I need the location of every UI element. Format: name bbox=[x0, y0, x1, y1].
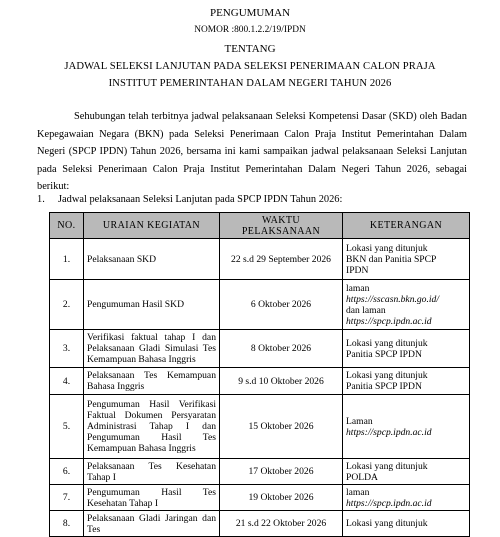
cell-waktu: 6 Oktober 2026 bbox=[220, 280, 343, 330]
header-uraian: URAIAN KEGIATAN bbox=[84, 213, 220, 239]
ket-line: IPDN bbox=[346, 264, 369, 276]
announcement-subject-line2: INSTITUT PEMERINTAHAN DALAM NEGERI TAHUN 2026 bbox=[108, 78, 392, 89]
cell-keterangan bbox=[343, 280, 470, 330]
ket-line: Lokasi yang ditunjuk bbox=[346, 518, 428, 529]
list-item-text: Jadwal pelaksanaan Seleksi Lanjutan pada SPCP IPDN Tahun 2026: bbox=[58, 194, 343, 205]
ket-line: POLDA bbox=[346, 471, 378, 483]
ket-line: Lokasi yang ditunjuk bbox=[346, 370, 428, 381]
table-header-row bbox=[50, 213, 470, 239]
cell-waktu: 17 Oktober 2026 bbox=[220, 459, 343, 485]
table-row bbox=[50, 330, 470, 368]
table-row bbox=[50, 239, 470, 280]
cell-waktu: 22 s.d 29 September 2026 bbox=[220, 239, 343, 280]
header-waktu bbox=[220, 213, 343, 239]
cell-no: 6. bbox=[50, 459, 84, 485]
cell-uraian: Pelaksanaan Tes Kemampuan Bahasa Inggris bbox=[84, 368, 220, 395]
table-row bbox=[50, 511, 470, 537]
ket-link: https://spcp.ipdn.ac.id bbox=[346, 315, 432, 327]
cell-keterangan bbox=[343, 395, 470, 459]
cell-uraian: Pelaksanaan SKD bbox=[84, 239, 220, 280]
cell-uraian: Pengumuman Hasil SKD bbox=[84, 280, 220, 330]
table-row bbox=[50, 459, 470, 485]
table-row bbox=[50, 280, 470, 330]
intro-line: berikut: bbox=[37, 181, 70, 192]
ket-line: Panitia SPCP IPDN bbox=[346, 348, 422, 360]
ket-link: https://sscasn.bkn.go.id/ bbox=[346, 293, 440, 305]
list-item-number: 1. bbox=[37, 194, 45, 205]
cell-keterangan bbox=[343, 368, 470, 395]
cell-uraian: Pengumuman Hasil Verifikasi Faktual Dokumen Persyaratan Administrasi Tahap I dan Pengumuman Hasil Tes Kemampuan Bahasa Inggris bbox=[84, 395, 220, 459]
announcement-title: PENGUMUMAN bbox=[209, 7, 291, 19]
ket-link: https://spcp.ipdn.ac.id bbox=[346, 426, 432, 438]
ket-line: Lokasi yang ditunjuk bbox=[346, 242, 428, 254]
table-row bbox=[50, 485, 470, 511]
intro-line: Sehubungan telah terbitnya jadwal pelaksanaan Seleksi Kompetensi Dasar (SKD) oleh Badan bbox=[74, 111, 467, 122]
ket-line: laman bbox=[346, 282, 370, 294]
cell-keterangan bbox=[343, 459, 470, 485]
header-waktu-line: WAKTU bbox=[261, 214, 301, 226]
ket-line: dan laman bbox=[346, 304, 386, 316]
ket-line: Laman bbox=[346, 415, 373, 427]
cell-uraian: Pelaksanaan Gladi Jaringan dan Tes bbox=[84, 511, 220, 537]
ket-line: Lokasi yang ditunjuk bbox=[346, 460, 428, 472]
intro-paragraph bbox=[37, 108, 467, 196]
list-item bbox=[37, 194, 342, 205]
cell-waktu: 8 Oktober 2026 bbox=[220, 330, 343, 368]
ket-line: laman bbox=[346, 486, 370, 498]
table-row bbox=[50, 395, 470, 459]
cell-no: 3. bbox=[50, 330, 84, 368]
cell-waktu: 21 s.d 22 Oktober 2026 bbox=[220, 511, 343, 537]
header-waktu-line: PELAKSANAAN bbox=[241, 225, 321, 237]
intro-line: pada Seleksi Penerimaan Calon Praja Institut Pemerintahan Dalam Negeri Tahun 2026, sebagai bbox=[37, 163, 467, 175]
header-no: NO. bbox=[50, 213, 84, 239]
cell-keterangan bbox=[343, 511, 470, 537]
ket-line: Lokasi yang ditunjuk bbox=[346, 337, 428, 349]
ket-link: https://spcp.ipdn.ac.id bbox=[346, 497, 432, 509]
cell-no: 5. bbox=[50, 395, 84, 459]
cell-no: 7. bbox=[50, 485, 84, 511]
announcement-about: TENTANG bbox=[224, 43, 276, 55]
intro-line: Kepegawaian Negara (BKN) pada Seleksi Penerimaan Calon Praja Institut Pemerintahan Dalam bbox=[37, 128, 467, 140]
announcement-subject-line1: JADWAL SELEKSI LANJUTAN PADA SELEKSI PENERIMAAN CALON PRAJA bbox=[64, 61, 436, 72]
ket-line: BKN dan Panitia SPCP bbox=[346, 253, 437, 265]
schedule-table bbox=[49, 212, 470, 537]
announcement-number: NOMOR :800.1.2.2/19/IPDN bbox=[194, 25, 306, 35]
header-keterangan: KETERANGAN bbox=[343, 213, 470, 239]
cell-waktu: 19 Oktober 2026 bbox=[220, 485, 343, 511]
ket-line: Panitia SPCP IPDN bbox=[346, 381, 422, 392]
cell-keterangan bbox=[343, 239, 470, 280]
cell-no: 1. bbox=[50, 239, 84, 280]
cell-waktu: 15 Oktober 2026 bbox=[220, 395, 343, 459]
cell-uraian: Verifikasi faktual tahap I dan Pelaksanaan Gladi Simulasi Tes Kemampuan Bahasa Inggris bbox=[84, 330, 220, 368]
cell-waktu: 9 s.d 10 Oktober 2026 bbox=[220, 368, 343, 395]
cell-no: 2. bbox=[50, 280, 84, 330]
cell-keterangan bbox=[343, 330, 470, 368]
cell-keterangan bbox=[343, 485, 470, 511]
cell-no: 4. bbox=[50, 368, 84, 395]
table-row bbox=[50, 368, 470, 395]
cell-uraian: Pengumuman Hasil Tes Kesehatan Tahap I bbox=[84, 485, 220, 511]
cell-uraian: Pelaksanaan Tes Kesehatan Tahap I bbox=[84, 459, 220, 485]
intro-line: Negeri (SPCP IPDN) Tahun 2026, bersama ini kami sampaikan jadwal pelaksanaan Seleksi Lanjutan bbox=[37, 146, 467, 157]
cell-no: 8. bbox=[50, 511, 84, 537]
